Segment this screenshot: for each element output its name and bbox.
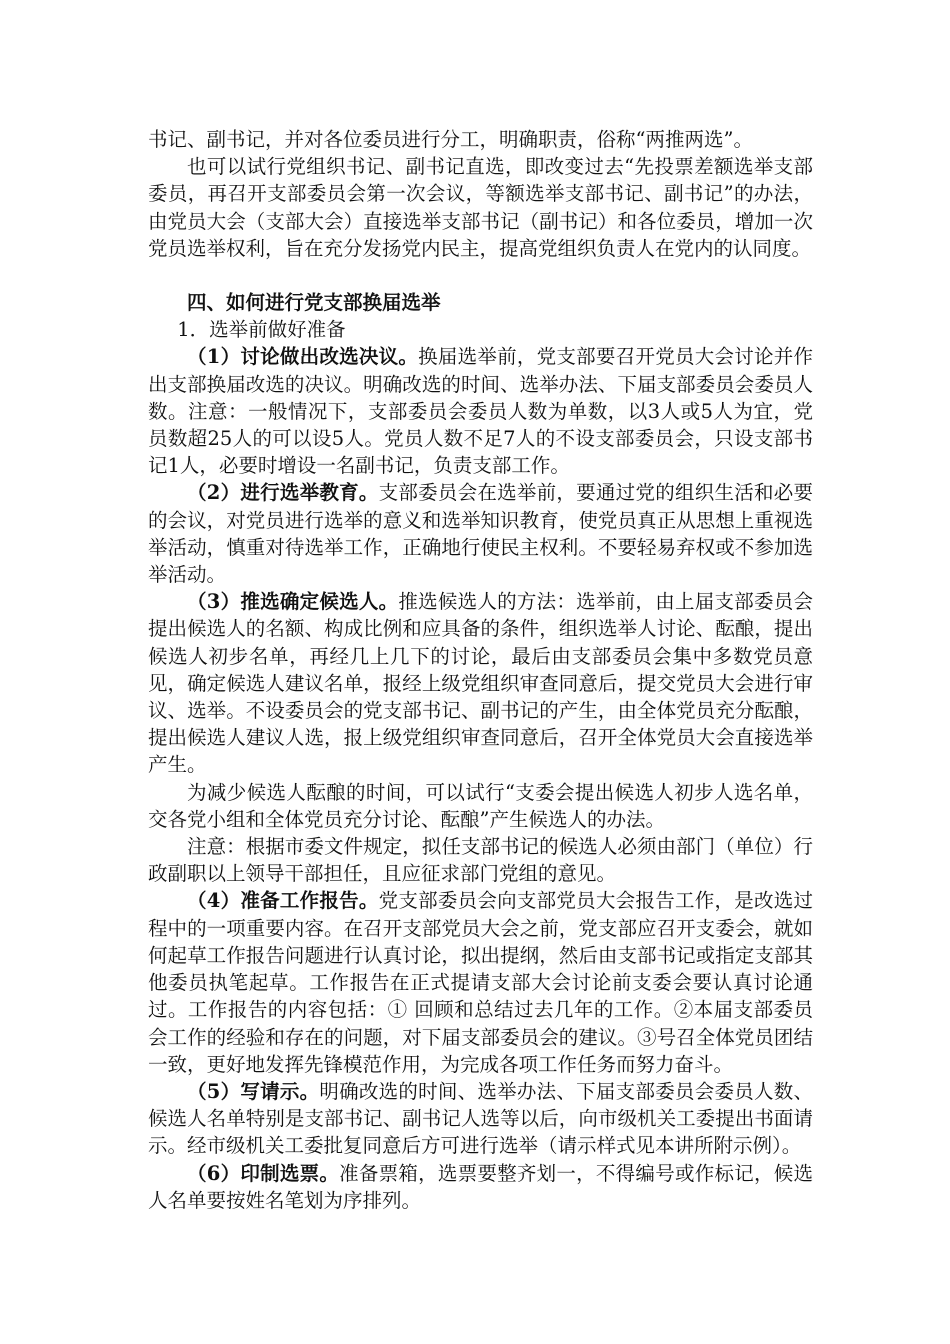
item-print-ballots [148,1160,813,1214]
item-lead: （2）进行选举教育。 [187,481,379,505]
item-text: 为减少候选人酝酿的时间，可以试行“支委会提出候选人初步人选名单，交各党小组和全体党员充分讨论、酝酿”产生候选人的办法。 [148,780,813,831]
item-text: 推选候选人的方法：选举前，由上届支部委员会提出候选人的名额、构成比例和应具备的条件，组织选举人讨论、酝酿，提出候选人初步名单，再经几上几下的讨论，最后由支部委员会集中多数党员意见，确定候选人建议名单，报经上级党组织审查同意后，提交党员大会进行审议、选举。不设委员会的党支部书记、副书记的产生，由全体党员充分酝酿，提出候选人建议人选，报上级党组织审查同意后，召开全体党员大会直接选举产生。 [148,590,813,777]
item-discuss-resolution [148,343,813,479]
item-write-request [148,1078,813,1160]
item-work-report [148,887,813,1077]
item-text: 注意：根据市委文件规定，拟任支部书记的候选人必须由部门（单位）行政副职以上领导干部担任，且应征求部门党组的意见。 [148,835,813,886]
section-heading: 四、如何进行党支部换届选举 [187,291,441,315]
paragraph-direct-election: 也可以试行党组织书记、副书记直选，即改变过去“先投票差额选举支部委员，再召开支部委员会第一次会议，等额选举支部书记、副书记”的办法，由党员大会（支部大会）直接选举支部书记（副书记）和各位委员，增加一次党员选举权利，旨在充分发扬党内民主，提高党组织负责人在党内的认同度。 [148,155,813,260]
item-lead: （6）印制选票。 [187,1161,340,1185]
item-text: 准备票箱，选票要整齐划一，不得编号或作标记，候选人名单要按姓名笔划为序排列。 [148,1161,813,1212]
item-election-education [148,479,813,588]
paragraph-note [148,833,813,887]
item-nominate-candidates [148,588,813,778]
blank-line [148,262,813,289]
item-lead: （4）准备工作报告。 [187,889,379,913]
subsection-heading: 1．选举前做好准备 [177,318,346,342]
item-text: 党支部委员会向支部党员大会报告工作，是改选过程中的一项重要内容。在召开支部党员大会之前，党支部应召开支委会，就如何起草工作报告问题进行认真讨论，拟出提纲，然后由支部书记或指定支部其他委员执笔起草。工作报告在正式提请支部大会讨论前支委会要认真讨论通过。工作报告的内容包括：① 回顾和总结过去几年的工作。②本届支部委员会工作的经验和存在的问题，对下届支部委员会的建议。③号召全体党员团结一致，更好地发挥先锋模范作用，为完成各项工作任务而努力奋斗。 [148,889,813,1076]
item-text: 支部委员会在选举前，要通过党的组织生活和必要的会议，对党员进行选举的意义和选举知识教育，使党员真正从思想上重视选举活动，慎重对待选举工作，正确地行使民主权利。不要轻易弃权或不参加选举活动。 [148,481,813,587]
paragraph-reduce-time [148,779,813,833]
item-lead: （5）写请示。 [187,1079,320,1103]
item-lead: （3）推选确定候选人。 [187,590,399,614]
item-text: 换届选举前，党支部要召开党员大会讨论并作出支部换届改选的决议。明确改选的时间、选举办法、下届支部委员会委员人数。注意：一般情况下，支部委员会委员人数为单数，以3人或5人为宜，党员数超25人的可以设5人。党员人数不足7人的不设支部委员会，只设支部书记1人，必要时增设一名副书记，负责支部工作。 [148,345,813,478]
document-page [148,126,813,1214]
paragraph-continuation: 书记、副书记，并对各位委员进行分工，明确职责，俗称“两推两选”。 [148,128,753,151]
item-text: 明确改选的时间、选举办法、下届支部委员会委员人数、候选人名单特别是支部书记、副书记人选等以后，向市级机关工委提出书面请示。经市级机关工委批复同意后方可进行选举（请示样式见本讲所附示例）。 [148,1079,813,1158]
item-lead: （1）讨论做出改选决议。 [187,345,419,369]
